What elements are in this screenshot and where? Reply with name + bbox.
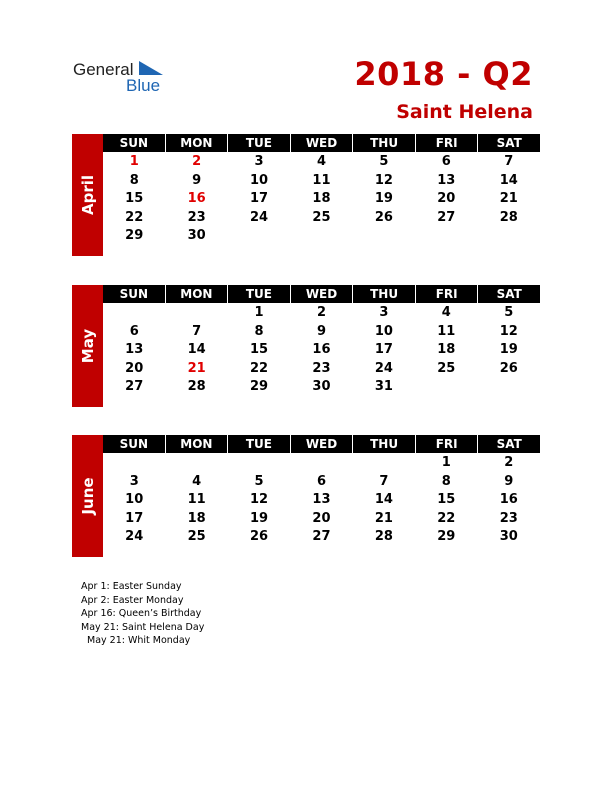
weekday-header: SAT bbox=[477, 134, 540, 152]
day-cell bbox=[165, 304, 227, 323]
day-cell: 19 bbox=[499, 342, 518, 357]
holiday-note: Apr 1: Easter Sunday bbox=[81, 581, 182, 592]
weekday-header: SAT bbox=[477, 285, 540, 303]
week-row bbox=[103, 190, 540, 209]
day-cell: 29 bbox=[437, 529, 456, 544]
weekday-header-row bbox=[103, 134, 540, 152]
logo-general-text: General bbox=[73, 60, 134, 79]
day-cell bbox=[353, 454, 415, 473]
holiday-notes bbox=[81, 580, 204, 648]
day-cell: 7 bbox=[379, 473, 389, 489]
logo-blue-text: Blue bbox=[126, 76, 161, 95]
week-row bbox=[103, 341, 540, 360]
day-cell bbox=[165, 454, 227, 473]
day-cell: 30 bbox=[312, 379, 331, 394]
day-cell: 21 bbox=[499, 191, 518, 206]
day-cell: 17 bbox=[125, 510, 144, 526]
day-cell: 24 bbox=[374, 360, 393, 376]
week-row bbox=[103, 378, 540, 397]
day-cell: 22 bbox=[250, 360, 269, 376]
logo-triangle-icon bbox=[139, 61, 163, 77]
week-row bbox=[103, 304, 540, 323]
holiday-note: Apr 16: Queen’s Birthday bbox=[81, 608, 202, 620]
day-cell: 28 bbox=[499, 209, 518, 225]
week-row bbox=[103, 153, 540, 172]
weekday-header: FRI bbox=[415, 435, 478, 453]
day-cell: 12 bbox=[374, 172, 393, 188]
day-cell: 13 bbox=[312, 492, 331, 507]
day-cell: 15 bbox=[125, 191, 144, 206]
week-row bbox=[103, 454, 540, 473]
holiday-note: May 21: Whit Monday bbox=[87, 635, 191, 647]
weekday-header: TUE bbox=[227, 134, 290, 152]
day-cell: 2 bbox=[316, 305, 326, 320]
day-cell: 28 bbox=[374, 529, 393, 544]
day-cell: 23 bbox=[187, 209, 206, 225]
week-row bbox=[103, 528, 540, 547]
weekday-header: WED bbox=[290, 285, 353, 303]
day-cell: 14 bbox=[187, 342, 206, 357]
day-cell: 10 bbox=[374, 323, 393, 339]
day-cell: 17 bbox=[250, 191, 269, 206]
day-cell: 21 bbox=[374, 510, 393, 526]
day-cell: 30 bbox=[499, 529, 518, 544]
day-cell: 9 bbox=[316, 323, 326, 339]
day-cell: 15 bbox=[250, 342, 269, 357]
month-grid bbox=[103, 285, 540, 397]
day-cell: 14 bbox=[374, 492, 393, 507]
day-cell: 17 bbox=[374, 342, 393, 357]
month-grid bbox=[103, 435, 540, 547]
weekday-header: SUN bbox=[119, 136, 148, 150]
day-cell bbox=[415, 378, 477, 397]
day-cell: 15 bbox=[437, 492, 456, 507]
day-cell: 18 bbox=[437, 342, 456, 357]
day-cell: 18 bbox=[187, 510, 206, 526]
day-cell: 24 bbox=[250, 209, 269, 225]
day-cell: 16 bbox=[187, 191, 206, 206]
day-cell: 13 bbox=[437, 172, 456, 188]
day-cell: 29 bbox=[125, 228, 144, 243]
day-cell: 6 bbox=[129, 323, 139, 339]
day-cell: 24 bbox=[125, 529, 144, 544]
day-cell: 4 bbox=[441, 305, 451, 320]
day-cell: 31 bbox=[374, 379, 393, 394]
week-row bbox=[103, 323, 540, 342]
weekday-header-row bbox=[103, 285, 540, 303]
weekday-header: WED bbox=[290, 435, 353, 453]
page-title: 2018 - Q2 bbox=[354, 55, 533, 93]
day-cell bbox=[103, 304, 165, 323]
day-cell: 9 bbox=[192, 172, 202, 188]
day-cell bbox=[290, 454, 352, 473]
month-grid bbox=[103, 134, 540, 246]
day-cell: 20 bbox=[437, 191, 456, 206]
weekday-header: THU bbox=[352, 134, 415, 152]
month-bar bbox=[72, 285, 103, 407]
day-cell: 25 bbox=[437, 360, 456, 376]
day-cell: 1 bbox=[254, 305, 264, 320]
day-cell bbox=[290, 227, 352, 246]
day-cell: 19 bbox=[374, 191, 393, 206]
day-cell: 6 bbox=[316, 473, 326, 489]
day-cell: 3 bbox=[254, 154, 264, 169]
weekday-header: FRI bbox=[415, 134, 478, 152]
month-block-april bbox=[72, 134, 540, 256]
day-cell: 30 bbox=[187, 228, 206, 243]
month-block-may bbox=[72, 285, 540, 407]
week-row bbox=[103, 227, 540, 246]
day-cell: 14 bbox=[499, 172, 518, 188]
day-cell: 12 bbox=[499, 323, 518, 339]
day-cell: 9 bbox=[504, 473, 514, 489]
week-row bbox=[103, 473, 540, 492]
day-cell: 10 bbox=[250, 172, 269, 188]
weekday-header: MON bbox=[165, 435, 228, 453]
month-name: April bbox=[78, 174, 97, 216]
month-name: May bbox=[78, 328, 97, 364]
week-row bbox=[103, 172, 540, 191]
holiday-note: May 21: Saint Helena Day bbox=[81, 621, 205, 633]
day-cell: 7 bbox=[192, 323, 202, 339]
day-cell: 23 bbox=[499, 510, 518, 526]
week-row bbox=[103, 510, 540, 529]
week-row bbox=[103, 209, 540, 228]
day-cell: 2 bbox=[504, 455, 514, 470]
month-name: June bbox=[78, 477, 97, 515]
weekday-header: TUE bbox=[227, 435, 290, 453]
day-cell: 10 bbox=[125, 492, 144, 507]
day-cell: 1 bbox=[129, 154, 139, 169]
day-cell: 28 bbox=[187, 379, 206, 394]
day-cell: 26 bbox=[499, 360, 518, 376]
day-cell: 4 bbox=[192, 473, 202, 489]
day-cell bbox=[228, 454, 290, 473]
day-cell: 25 bbox=[187, 529, 206, 544]
day-cell: 26 bbox=[250, 529, 269, 544]
week-row bbox=[103, 360, 540, 379]
day-cell: 2 bbox=[192, 154, 202, 169]
weekday-header-row bbox=[103, 435, 540, 453]
day-cell: 23 bbox=[312, 360, 331, 376]
weekday-header: SUN bbox=[119, 287, 148, 301]
day-cell: 13 bbox=[125, 342, 144, 357]
day-cell bbox=[103, 454, 165, 473]
day-cell bbox=[478, 378, 540, 397]
weekday-header: FRI bbox=[415, 285, 478, 303]
month-bar bbox=[72, 435, 103, 557]
day-cell: 16 bbox=[499, 492, 518, 507]
day-cell: 27 bbox=[125, 379, 144, 394]
weekday-header: THU bbox=[352, 435, 415, 453]
day-cell: 22 bbox=[437, 510, 456, 526]
weekday-header: TUE bbox=[227, 285, 290, 303]
week-row bbox=[103, 491, 540, 510]
generalblue-logo bbox=[73, 58, 183, 98]
day-cell: 25 bbox=[312, 209, 331, 225]
day-cell: 21 bbox=[187, 360, 206, 376]
day-cell: 3 bbox=[379, 305, 389, 320]
month-bar bbox=[72, 134, 103, 256]
day-cell: 26 bbox=[374, 209, 393, 225]
day-cell: 1 bbox=[441, 455, 451, 470]
country-name: Saint Helena bbox=[396, 101, 533, 123]
day-cell bbox=[353, 227, 415, 246]
day-cell: 27 bbox=[437, 209, 456, 225]
day-cell: 16 bbox=[312, 342, 331, 357]
day-cell: 5 bbox=[254, 473, 264, 489]
day-cell: 8 bbox=[129, 172, 139, 188]
weekday-header: WED bbox=[290, 134, 353, 152]
day-cell: 5 bbox=[379, 154, 389, 169]
day-cell: 12 bbox=[250, 492, 269, 507]
day-cell bbox=[228, 227, 290, 246]
weekday-header: SAT bbox=[477, 435, 540, 453]
day-cell: 20 bbox=[125, 360, 144, 376]
day-cell: 22 bbox=[125, 209, 144, 225]
day-cell: 20 bbox=[312, 510, 331, 526]
weekday-header: MON bbox=[165, 134, 228, 152]
day-cell: 27 bbox=[312, 529, 331, 544]
day-cell bbox=[478, 227, 540, 246]
day-cell: 11 bbox=[312, 172, 331, 188]
day-cell: 19 bbox=[250, 510, 269, 526]
day-cell: 8 bbox=[254, 323, 264, 339]
day-cell: 8 bbox=[441, 473, 451, 489]
day-cell: 11 bbox=[437, 323, 456, 339]
day-cell: 29 bbox=[250, 379, 269, 394]
day-cell: 3 bbox=[129, 473, 139, 489]
holiday-note: Apr 2: Easter Monday bbox=[81, 594, 184, 606]
day-cell: 7 bbox=[504, 154, 514, 169]
day-cell: 6 bbox=[441, 154, 451, 169]
day-cell bbox=[415, 227, 477, 246]
weekday-header: SUN bbox=[119, 437, 148, 451]
day-cell: 11 bbox=[187, 492, 206, 507]
day-cell: 18 bbox=[312, 191, 331, 206]
weekday-header: MON bbox=[165, 285, 228, 303]
month-block-june bbox=[72, 435, 540, 557]
weekday-header: THU bbox=[352, 285, 415, 303]
day-cell: 4 bbox=[316, 154, 326, 169]
day-cell: 5 bbox=[504, 305, 514, 320]
